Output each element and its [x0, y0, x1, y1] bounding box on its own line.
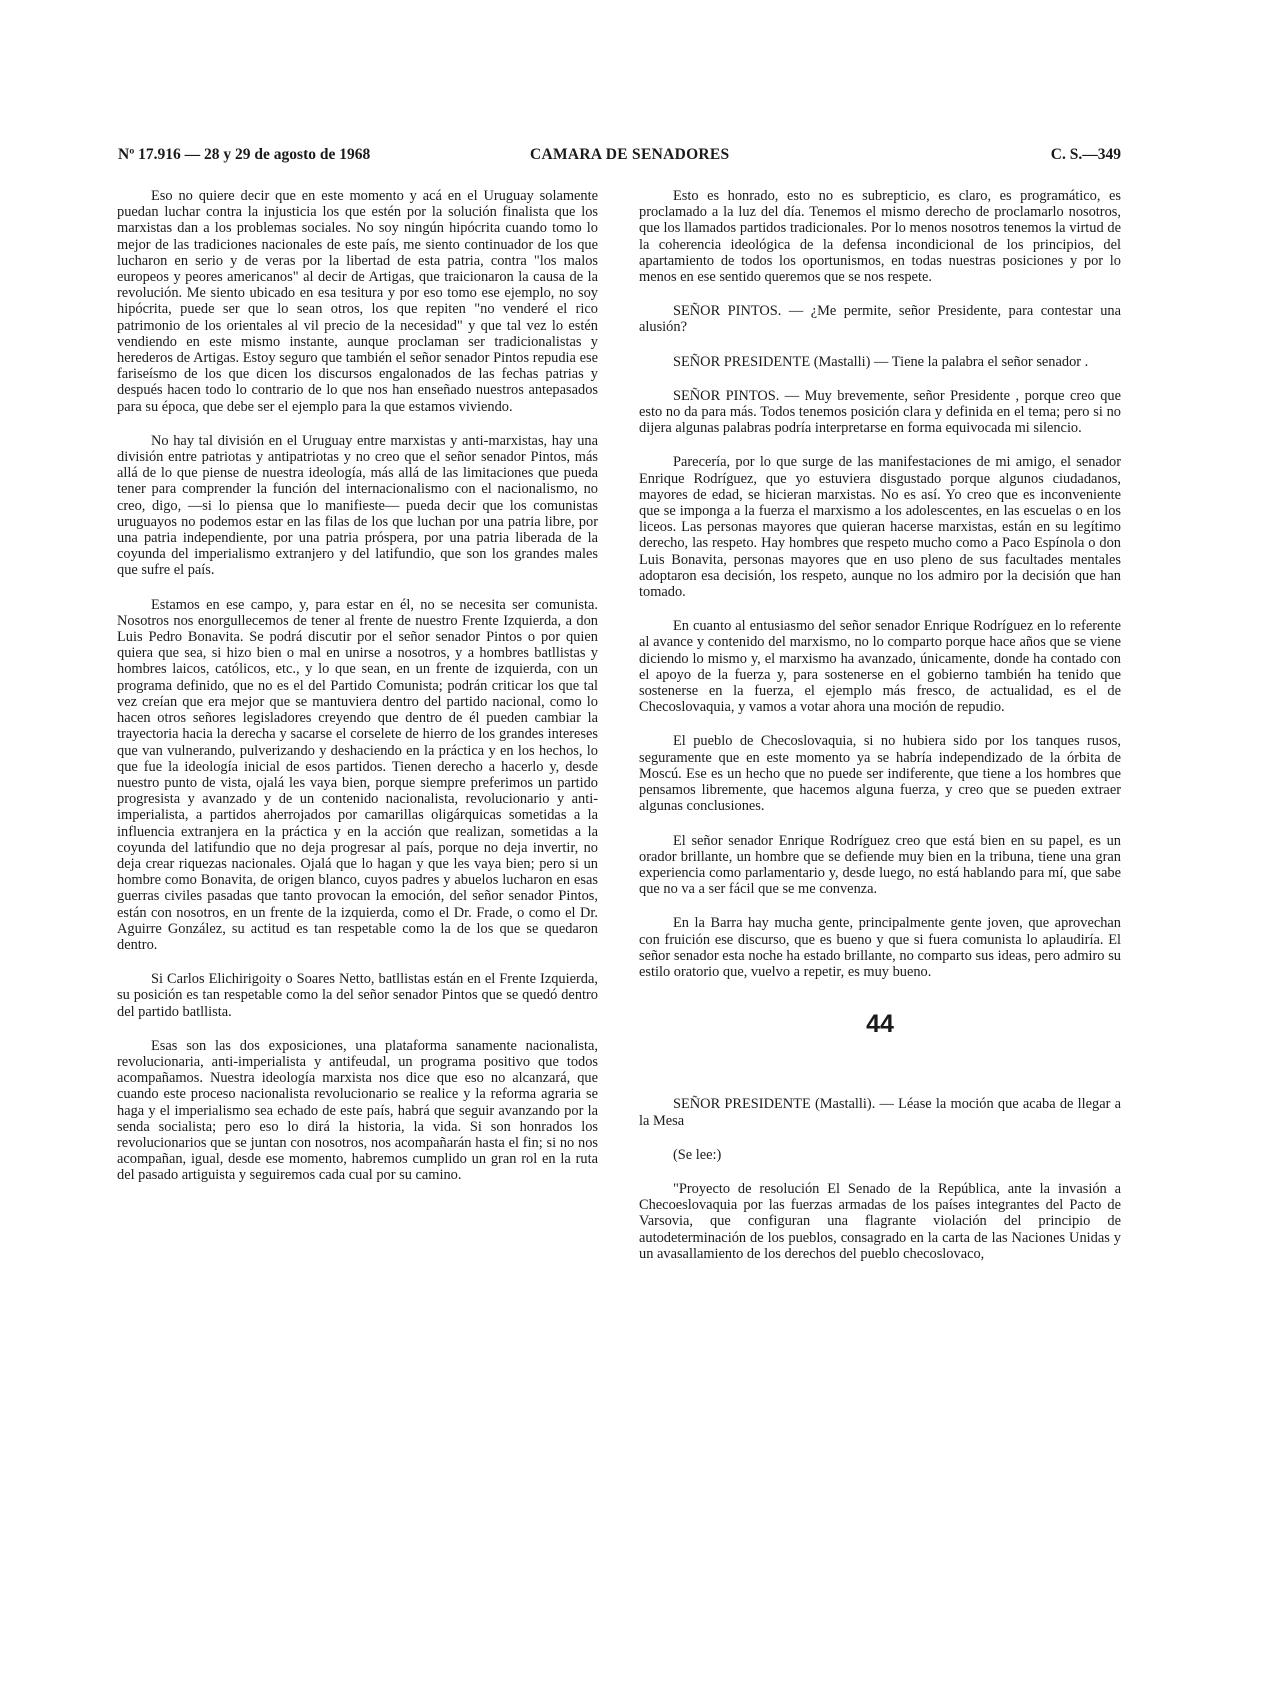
issue-date: Nº 17.916 — 28 y 29 de agosto de 1968 [118, 146, 371, 163]
speaker-paragraph: SEÑOR PRESIDENTE (Mastalli) — Tiene la palabra el señor senador . [673, 353, 1089, 370]
paragraph: El señor senador Enrique Rodríguez creo que está bien en su papel, es un orador brillante, un hombre que se defiende muy bien en la tribuna, tiene una gran experiencia como parlamentario y, desde luego, no está hablando para mí, que sabe que no va a ser fácil que se me convenza. [639, 832, 1121, 898]
right-column [639, 188, 1121, 1280]
chamber-title: CAMARA DE SENADORES [530, 146, 730, 163]
paragraph: En la Barra hay mucha gente, principalmente gente joven, que aprovechan con fruición ese discurso, que es bueno y que si fuera comunista lo aplaudiría. El señor senador esta noche ha estado brillante, no comparto sus ideas, pero admiro su estilo oratorio que, vuelvo a repetir, es muy bueno. [639, 915, 1121, 980]
paragraph: Esas son las dos exposiciones, una plataforma sanamente nacionalista, revolucionaria, anti-imperialista y antifeudal, un programa positivo que todos acompañamos. Nuestra ideología marxista nos dice que eso no alcanzará, que cuando este proceso nacionalista revolucionario se realice y la reforma agraria se haga y el imperialismo sea echado de este país, habrá que seguir avanzando por la senda socialista; pero eso lo dirá la historia, la vida. Si son honrados los revolucionarios que se juntan con nosotros, nos acompañarán hasta el fin; si no nos acompañan, igual, desde ese momento, habremos cumplido un gran rol en la ruta del pasado artiguista y seguiremos cada cual por su camino. [117, 1037, 598, 1184]
page-number: C. S.—349 [1050, 146, 1121, 163]
speaker-paragraph: SEÑOR PINTOS. — Muy brevemente, señor Presidente , porque creo que esto no da para más. Todos tenemos posición clara y definida en el tema; pero si no dijera algunas palabras podría interpretarse en forma equivocada mi silencio. [639, 387, 1121, 437]
paragraph: Eso no quiere decir que en este momento y acá en el Uruguay solamente puedan luchar contra la injusticia los que estén por la solución finalista que los marxistas dan a los problemas sociales. No soy ningún hipócrita cuando tomo lo mejor de las tradiciones nacionales de este país, me siento continuador de los que lucharon en serio y de veras por la libertad de esta patria, contra "los malos europeos y peores americanos" al decir de Artigas, que traicionaron la causa de la revolución. Me siento ubicado en esa tesitura y por eso tomo ese ejemplo, no soy hipócrita, puede ser que lo sean otros, los que repiten "no venderé el rico patrimonio de los orientales al vil precio de la necesidad" y que tal vez lo estén vendiendo en este mismo instante, aunque proclaman ser tradicionalistas y herederos de Artigas. Estoy seguro que también el señor senador Pintos repudia ese fariseísmo de los que dicen los discursos engalonados de las fechas patrias y después hacen todo lo contrario de lo que nos han enseñado nuestros antepasados para su época, que debe ser el ejemplo para la que estamos viviendo. [117, 188, 598, 415]
speaker-paragraph: SEÑOR PRESIDENTE (Mastalli). — Léase la moción que acaba de llegar a la Mesa [639, 1096, 1121, 1129]
paragraph: En cuanto al entusiasmo del señor senador Enrique Rodríguez en lo referente al avance y contenido del marxismo, no lo comparto porque hace años que se viene diciendo lo mismo y, el marxismo ha avanzado, únicamente, donde ha contado con el apoyo de la fuerza y, para sostenerse en el gobierno también ha tenido que sostenerse en la fuerza, el ejemplo más fresco, de actualidad, es el de Checoslovaquia, y vamos a votar ahora una moción de repudio. [639, 618, 1121, 716]
paragraph: No hay tal división en el Uruguay entre marxistas y anti-marxistas, hay una división entre patriotas y antipatriotas y no creo que el señor senador Pintos, más allá de lo que piense de nuestra ideología, más allá de las limitaciones que pueda tener para comprender la función del internacionalismo con el nacionalismo, no creo, digo, —si lo piensa que lo manifieste— pueda decir que los comunistas uruguayos no podemos estar en las filas de los que luchan por una patria libre, por una patria independiente, por una patria próspera, por una patria liberada de la coyunda del imperialismo extranjero y del latifundio, que son los grandes males que sufre el país. [117, 432, 598, 579]
page-header [118, 146, 1121, 168]
quoted-resolution: "Proyecto de resolución El Senado de la República, ante la invasión a Checoeslovaquia por las fuerzas armadas de los países integrantes del Pacto de Varsovia, que configuran una flagrante violación del principio de autodeterminación de los pueblos, consagrado en la carta de las Naciones Unidas y un avasallamiento de los derechos del pueblo checoslovaco, [639, 1180, 1121, 1262]
paragraph: Esto es honrado, esto no es subrepticio, es claro, es programático, es proclamado a la luz del día. Tenemos el mismo derecho de proclamarlo nosotros, que los llamados partidos tradicionales. Por lo menos nosotros tenemos la virtud de la coherencia ideológica de la defensa incondicional de los principios, del apartamiento de todos los oportunismos, en todas nuestras posiciones y por lo menos en ese sentido queremos que se nos respete. [639, 188, 1121, 286]
paragraph: Estamos en ese campo, y, para estar en él, no se necesita ser comunista. Nosotros nos enorgullecemos de tener al frente de nuestro Frente Izquierda, a don Luis Pedro Bonavita. Se podrá discutir por el señor senador Pintos o por quien quiera que sea, si hizo bien o mal en unirse a nosotros, y a hombres batllistas y hombres laicos, católicos, etc., y lo que sean, en un frente de izquierda, con un programa definido, que no es el del Partido Comunista; podrán criticar los que tal vez creían que era mejor que se mantuviera dentro del partido nacional, como lo hacen otros señores legisladores creyendo que dentro de él pueden cambiar la trayectoria hacia la derecha y sacarse el corselete de hierro de los grandes intereses que van vulnerando, pulverizando y deshaciendo en la práctica y en los hechos, lo que fue la ideología inicial de esos partidos. Tienen derecho a hacerlo y, desde nuestro punto de vista, ojalá les vaya bien, porque siempre preferimos un partido progresista y avanzado y de un contenido nacionalista, revolucionario y anti-imperialista, a partidos aherrojados por camarillas oligárquicas sometidas a la influencia extranjera en la práctica y en la acción que realizan, sometidas a la coyunda del latifundio que no deja progresar al país, porque no deja invertir, no deja crear riquezas nacionales. Ojalá que lo hagan y que les vaya bien; pero si un hombre como Bonavita, de origen blanco, cuyos padres y abuelos lucharon en esas guerras civiles pasadas que tanto provocan la emoción, del señor senador Pintos, están con nosotros, en un frente de la izquierda, como el Dr. Frade, o como el Dr. Aguirre González, su actitud es tan respetable como la de los que se quedaron dentro. [117, 596, 598, 953]
paragraph: Parecería, por lo que surge de las manifestaciones de mi amigo, el senador Enrique Rodríguez, que yo estuviera disgustado porque algunos ciudadanos, mayores de edad, se hicieran marxistas. No es así. Yo creo que es inconveniente que se imponga a la fuerza el marxismo a los adolescentes, en las escuelas o en los liceos. Las personas mayores que quieran hacerse marxistas, están en su legítimo derecho, las respeto. Hay hombres que respeto mucho como a Paco Espínola o don Luis Bonavita, personas mayores que en uso pleno de sus facultades mentales adoptaron esa decisión, los respeto, aunque no los admiro por la decisión que han tomado. [639, 454, 1121, 601]
paragraph: El pueblo de Checoslovaquia, si no hubiera sido por los tanques rusos, seguramente que en este momento ya se habría independizado de la órbita de Moscú. Ese es un hecho que no puede ser indiferente, que tiene a los hombres que pensamos libremente, que hacemos alguna fuerza, y creo que se pueden extraer algunas conclusiones. [639, 733, 1121, 815]
section-number: 44 [866, 1010, 894, 1039]
left-column [117, 188, 598, 1202]
paragraph: Si Carlos Elichirigoity o Soares Netto, batllistas están en el Frente Izquierda, su posición es tan respetable como la del señor senador Pintos que se quedó dentro del partido batllista. [117, 971, 598, 1020]
stage-note: (Se lee:) [673, 1146, 722, 1163]
speaker-paragraph: SEÑOR PINTOS. — ¿Me permite, señor Presidente, para contestar una alusión? [639, 303, 1121, 336]
